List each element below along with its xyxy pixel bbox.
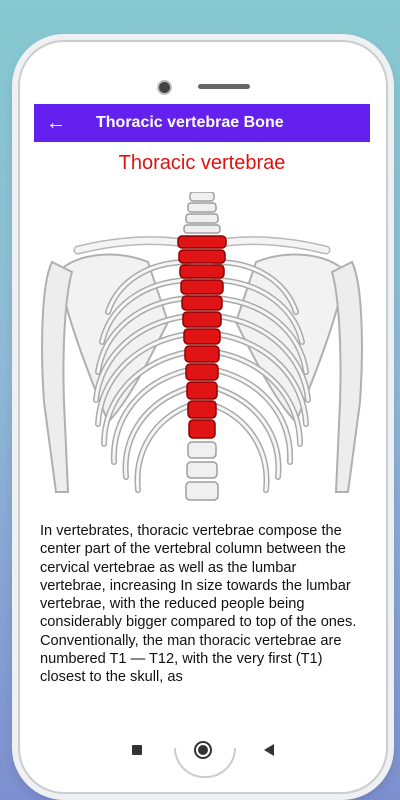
app-bar [34,104,370,142]
section-heading: Thoracic vertebrae [118,152,286,174]
back-button[interactable] [34,104,78,142]
triangle-back-icon[interactable] [264,744,274,756]
speaker-grille [198,84,250,89]
square-icon[interactable] [132,745,142,755]
page-title: Thoracic vertebrae Bone [96,114,284,131]
thoracic-vertebrae-illustration [38,192,366,502]
description-paragraph: In vertebrates, thoracic vertebrae compose the center part of the vertebral column between the cervical vertebrae as well as the lumbar vertebrae, increasing In size towards the lumbar vertebrae, with the reduced people being considerably bigger compared to top of the ones. Conventionally, the man thoracic vertebrae are numbered T1 — T12, with the very first (T1) closest to the skull, as [40,523,357,686]
home-button-outline [174,748,236,778]
app-screen [34,104,370,718]
arrow-left-icon: ← [46,111,66,134]
phone-frame [18,40,388,794]
camera-icon [157,80,172,95]
